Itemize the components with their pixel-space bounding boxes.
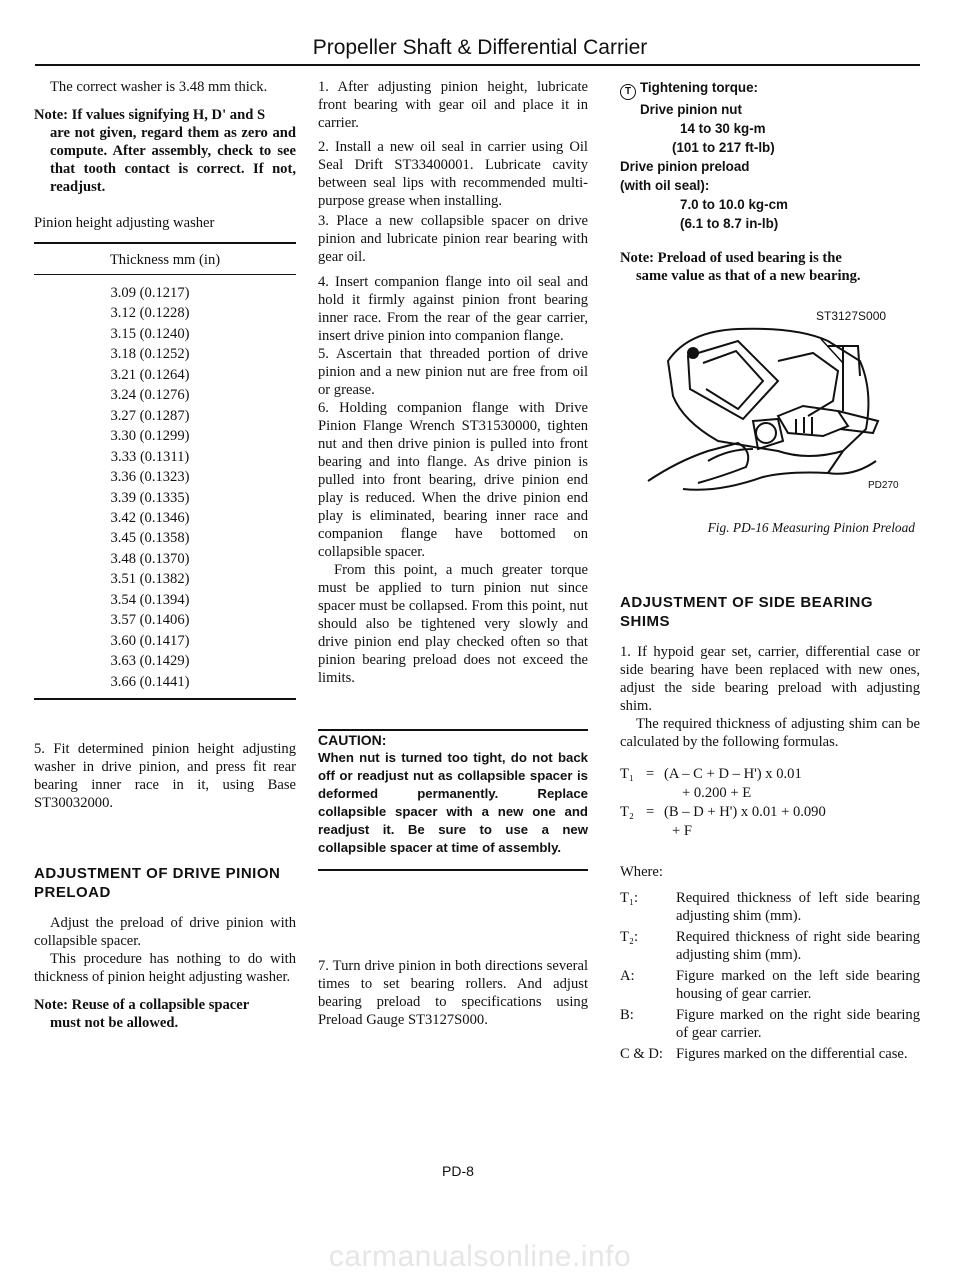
note-continuation: are not given, regard them as zero and compute. After assembly, check to see that tooth contact is correct. If not, readjust. bbox=[50, 125, 296, 195]
table-title: Pinion height adjusting washer bbox=[34, 215, 215, 231]
definition-term: B: bbox=[620, 1007, 634, 1023]
table-row: 3.63 (0.1429) bbox=[110, 653, 190, 670]
preload-label-sub: (with oil seal): bbox=[620, 178, 710, 193]
torque-title: Tightening torque: bbox=[640, 80, 759, 95]
note-preload-continuation: same value as that of a new bearing. bbox=[636, 268, 861, 284]
preload-paragraph-2: This procedure has nothing to do with thickness of pinion height adjusting washer. bbox=[34, 951, 296, 986]
table-row: 3.27 (0.1287) bbox=[110, 407, 190, 424]
formula-t1-line1: (A – C + D – H') x 0.01 bbox=[664, 766, 802, 782]
preload-kgcm: 7.0 to 10.0 kg-cm bbox=[680, 197, 788, 212]
figure-caption: Fig. PD-16 Measuring Pinion Preload bbox=[707, 520, 915, 535]
definition-row bbox=[620, 889, 920, 925]
table-row: 3.09 (0.1217) bbox=[110, 285, 190, 301]
formula-t1-label: T₁ bbox=[620, 766, 635, 782]
torque-nut-kgm: 14 to 30 kg-m bbox=[680, 121, 766, 136]
definition-term: T₂: bbox=[620, 929, 639, 945]
torque-icon: T bbox=[620, 84, 636, 100]
table-row: 3.33 (0.1311) bbox=[110, 448, 190, 465]
table-row: 3.30 (0.1299) bbox=[110, 428, 190, 445]
table-row: 3.36 (0.1323) bbox=[110, 469, 190, 486]
note-line: Note: If values signifying H, D' and S bbox=[34, 107, 266, 123]
definition-term: A: bbox=[620, 968, 635, 984]
step-4-text: 4. Insert companion flange into oil seal and hold it firmly against pinion front bearing inner race. From the rear of the gear carrier, insert drive pinion into companion flange. bbox=[318, 274, 588, 344]
shims-paragraph-2: The required thickness of adjusting shim can be calculated by the following formulas. bbox=[620, 716, 920, 750]
column-left bbox=[34, 78, 296, 1032]
preload-paragraph-1: Adjust the preload of drive pinion with collapsible spacer. bbox=[34, 915, 296, 950]
washer-text: The correct washer is 3.48 mm thick. bbox=[50, 79, 268, 95]
table-row: 3.15 (0.1240) bbox=[110, 325, 190, 342]
definition-desc: Figure marked on the left side bearing housing of gear carrier. bbox=[676, 968, 920, 1002]
thickness-list bbox=[34, 275, 296, 698]
shims-paragraph-1: 1. If hypoid gear set, carrier, differential case or side bearing have been replaced with new ones, adjust the side bearing preload with adjusting shim. bbox=[620, 644, 920, 714]
table-row: 3.18 (0.1252) bbox=[110, 346, 190, 363]
figure-measuring-pinion-preload bbox=[628, 301, 908, 519]
definition-row bbox=[620, 1045, 920, 1063]
heading-drive-pinion-preload: ADJUSTMENT OF DRIVE PINION PRELOAD bbox=[34, 865, 281, 902]
definition-desc: Required thickness of left side bearing adjusting shim (mm). bbox=[676, 890, 920, 924]
step-5-text: 5. Ascertain that threaded portion of drive pinion and a new pinion nut are free from oil or grease. bbox=[318, 346, 588, 398]
formula-equals: = bbox=[646, 804, 655, 820]
where-label: Where: bbox=[620, 864, 663, 880]
formula-t1-line2: + 0.200 + E bbox=[682, 785, 752, 801]
step-2-text: 2. Install a new oil seal in carrier using Oil Seal Drift ST33400001. Lubricate cavity between seal lips with recommended multi-purpose grease when installing. bbox=[318, 139, 588, 209]
note-preload-line: Note: Preload of used bearing is the bbox=[620, 250, 842, 266]
definition-desc: Figures marked on the differential case. bbox=[676, 1046, 908, 1062]
step-5-text: 5. Fit determined pinion height adjusting washer in drive pinion, and press fit rear bearing inner race in it, using Base ST30032000. bbox=[34, 741, 296, 812]
formula-t2-line2: + F bbox=[672, 823, 692, 839]
page-number: PD-8 bbox=[442, 1163, 474, 1179]
step-6-text: 6. Holding companion flange with Drive Pinion Flange Wrench ST31530000, tighten nut and then drive pinion is pulled into front bearing and into flange. As drive pinion is pulled into front bearing, drive pinion end play is reduced. When the drive pinion end play is eliminated, bearing inner race and companion flange have bottomed on collapsible spacer. bbox=[318, 400, 588, 560]
preload-inlb: (6.1 to 8.7 in-lb) bbox=[680, 216, 779, 231]
caution-title: CAUTION: bbox=[318, 732, 387, 748]
page-header-title: Propeller Shaft & Differential Carrier bbox=[312, 36, 648, 59]
step-3-text: 3. Place a new collapsible spacer on drive pinion and lubricate pinion rear bearing with gear oil. bbox=[318, 213, 588, 265]
torque-nut-ftlb: (101 to 217 ft-lb) bbox=[672, 140, 775, 155]
definition-row bbox=[620, 967, 920, 1003]
table-row: 3.21 (0.1264) bbox=[110, 366, 190, 383]
definition-desc: Required thickness of right side bearing adjusting shim (mm). bbox=[676, 929, 920, 963]
table-row: 3.12 (0.1228) bbox=[110, 305, 190, 322]
table-row: 3.60 (0.1417) bbox=[110, 632, 190, 649]
table-row: 3.66 (0.1441) bbox=[110, 673, 190, 690]
header-rule bbox=[35, 64, 920, 66]
formula-t2 bbox=[620, 803, 920, 841]
note-reuse-line: Note: Reuse of a collapsible spacer bbox=[34, 997, 250, 1014]
note-reuse-continuation: must not be allowed. bbox=[50, 1015, 179, 1032]
torque-spec-block bbox=[620, 78, 920, 233]
step-7-text: 7. Turn drive pinion in both directions several times to set bearing rollers. And adjust bearing preload to specifications using Preload Gauge ST3127S000. bbox=[318, 958, 588, 1028]
table-row: 3.24 (0.1276) bbox=[110, 387, 190, 404]
column-middle bbox=[318, 78, 588, 1029]
table-row: 3.57 (0.1406) bbox=[110, 612, 190, 629]
watermark: carmanualsonline.info bbox=[328, 1240, 632, 1273]
figure-tool-label: ST3127S000 bbox=[816, 309, 887, 323]
formula-t2-label: T₂ bbox=[620, 804, 635, 820]
table-row: 3.54 (0.1394) bbox=[110, 591, 190, 608]
step-6-continuation: From this point, a much greater torque must be applied to turn pinion nut since spacer must be collapsed. From this point, nut should also be tightened very slowly and drive pinion end play checked often so that pinion bearing preload does not exceed the limits. bbox=[318, 562, 588, 686]
table-header: Thickness mm (in) bbox=[109, 252, 221, 268]
step-1-text: 1. After adjusting pinion height, lubricate front bearing with gear oil and place it in carrier. bbox=[318, 79, 588, 131]
column-right bbox=[620, 78, 920, 1066]
definition-term: T₁: bbox=[620, 890, 639, 906]
table-row: 3.48 (0.1370) bbox=[110, 550, 190, 567]
heading-side-bearing-shims: ADJUSTMENT OF SIDE BEARING SHIMS bbox=[620, 594, 874, 630]
caution-text: When nut is turned too tight, do not back off or readjust nut as collapsible spacer is deformed permanently. Replace collapsible spacer with a new one and readjust it. Be sure to use a new collapsible spacer at time of assembly. bbox=[318, 750, 588, 855]
definition-row bbox=[620, 1006, 920, 1042]
table-row: 3.45 (0.1358) bbox=[110, 530, 190, 547]
figure-code: PD270 bbox=[868, 480, 899, 491]
preload-label: Drive pinion preload bbox=[620, 159, 750, 174]
formula-t2-line1: (B – D + H') x 0.01 + 0.090 bbox=[664, 804, 826, 820]
definition-desc: Figure marked on the right side bearing of gear carrier. bbox=[676, 1007, 920, 1041]
table-row: 3.51 (0.1382) bbox=[110, 571, 190, 588]
table-row: 3.42 (0.1346) bbox=[110, 509, 190, 526]
table-row: 3.39 (0.1335) bbox=[110, 489, 190, 506]
formula-equals: = bbox=[646, 766, 655, 782]
definition-row bbox=[620, 928, 920, 964]
torque-nut-label: Drive pinion nut bbox=[640, 102, 742, 117]
formula-t1 bbox=[620, 765, 920, 803]
definition-term: C & D: bbox=[620, 1046, 663, 1062]
preload-gauge-illustration bbox=[628, 301, 908, 519]
